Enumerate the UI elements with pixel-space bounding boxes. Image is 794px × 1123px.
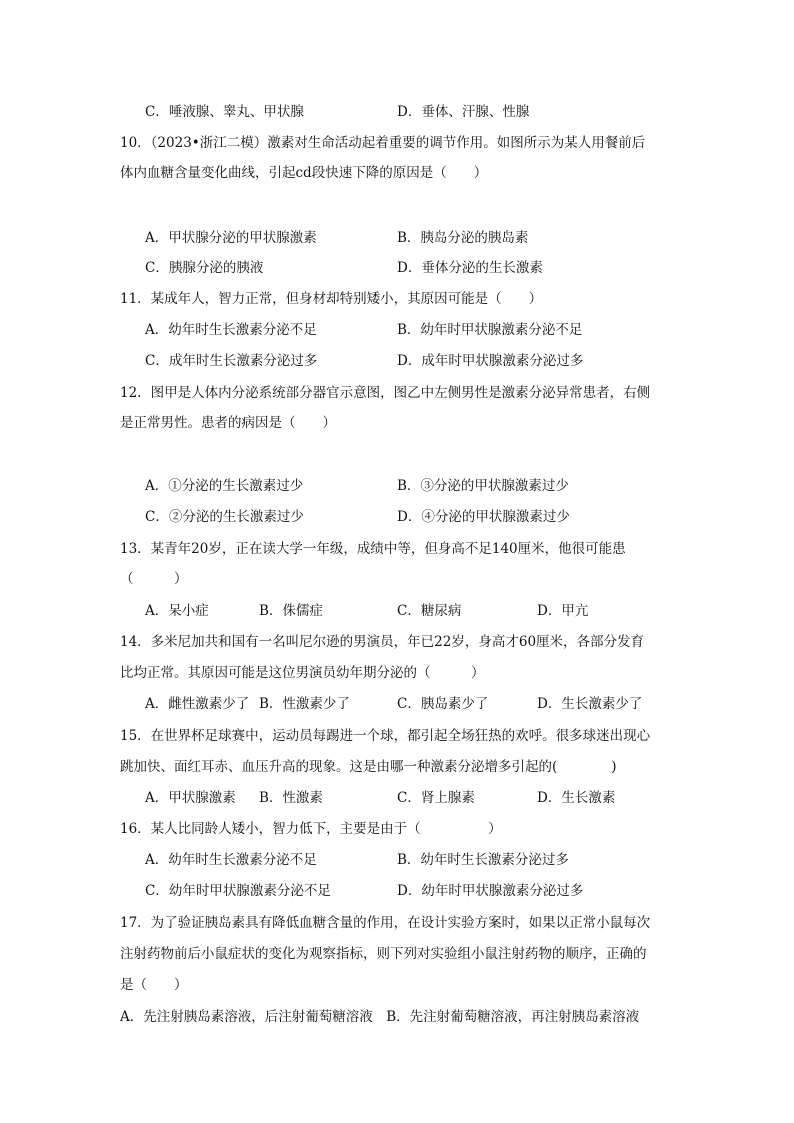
q10-stem-line1: 10．（2023•浙江二模）激素对生命活动起着重要的调节作用。如图所示为某人用餐前后 [120, 135, 646, 151]
q14-option-b: B．性激素少了 [259, 696, 350, 712]
q17-stem-line3: 是（ ） [120, 977, 188, 993]
q10-option-c: C．胰腺分泌的胰液 [145, 260, 264, 276]
q11-option-c: C．成年时生长激素分泌过多 [145, 353, 318, 369]
q15-option-a: A．甲状腺激素 [145, 790, 236, 806]
q10-stem-line2: 体内血糖含量变化曲线，引起cd段快速下降的原因是（ ） [120, 165, 488, 181]
q9-option-c: C．唾液腺、睾丸、甲状腺 [145, 104, 304, 120]
q16-option-c: C．幼年时甲状腺激素分泌不足 [145, 883, 331, 899]
q10-option-d: D．垂体分泌的生长激素 [397, 260, 543, 276]
q17-stem-line2: 注射药物前后小鼠症状的变化为观察指标，则下列对实验组小鼠注射药物的顺序，正确的 [120, 946, 647, 962]
q15-option-b: B．性激素 [259, 790, 323, 806]
q11-option-a: A．幼年时生长激素分泌不足 [145, 322, 317, 338]
q13-option-a: A．呆小症 [145, 603, 209, 619]
q16-stem: 16．某人比同龄人矮小，智力低下，主要是由于（ ） [120, 821, 502, 837]
q16-option-b: B．幼年时生长激素分泌过多 [397, 852, 569, 868]
q15-stem-line2: 跳加快、面红耳赤、血压升高的现象。这是由哪一种激素分泌增多引起的( ) [120, 759, 617, 775]
q13-option-b: B．侏儒症 [259, 603, 323, 619]
q12-option-b: B．③分泌的甲状腺激素过少 [397, 478, 569, 494]
q13-stem-line1: 13．某青年20岁，正在读大学一年级，成绩中等，但身高不足140厘米，他很可能患 [120, 541, 626, 557]
q13-stem-line2: （ ） [120, 571, 188, 587]
q14-stem-line2: 比均正常。其原因可能是这位男演员幼年期分泌的（ ） [120, 665, 485, 681]
q10-option-a: A．甲状腺分泌的甲状腺激素 [145, 230, 317, 246]
q14-option-c: C．胰岛素少了 [397, 696, 489, 712]
q13-option-d: D．甲亢 [537, 603, 589, 619]
q9-option-d: D．垂体、汗腺、性腺 [397, 104, 530, 120]
q13-option-c: C．糖尿病 [397, 603, 462, 619]
q16-option-d: D．幼年时甲状腺激素分泌过多 [397, 883, 584, 899]
q14-option-a: A．雌性激素少了 [145, 696, 250, 712]
q12-option-a: A．①分泌的生长激素过少 [145, 478, 304, 494]
q11-option-b: B．幼年时甲状腺激素分泌不足 [397, 322, 583, 338]
q12-option-c: C．②分泌的生长激素过少 [145, 509, 304, 525]
q12-option-d: D．④分泌的甲状腺激素过少 [397, 509, 570, 525]
q15-option-d: D．生长激素 [537, 790, 616, 806]
q17-options-ab: A．先注射胰岛素溶液，后注射葡萄糖溶液 B．先注射葡萄糖溶液，再注射胰岛素溶液 [120, 1009, 640, 1025]
q12-stem-line2: 是正常男性。患者的病因是（ ） [120, 415, 336, 431]
q17-stem-line1: 17．为了验证胰岛素具有降低血糖含量的作用，在设计实验方案时，如果以正常小鼠每次 [120, 915, 651, 931]
q12-stem-line1: 12．图甲是人体内分泌系统部分器官示意图，图乙中左侧男性是激素分泌异常患者，右侧 [120, 385, 651, 401]
q14-stem-line1: 14．多米尼加共和国有一名叫尼尔逊的男演员，年已22岁，身高才60厘米，各部分发育 [120, 634, 645, 650]
q15-stem-line1: 15．在世界杯足球赛中，运动员每踢进一个球，都引起全场狂热的欢呼。很多球迷出现心 [120, 728, 651, 744]
q11-stem: 11．某成年人，智力正常，但身材却特别矮小，其原因可能是（ ） [120, 291, 543, 307]
q10-option-b: B．胰岛分泌的胰岛素 [397, 230, 529, 246]
q16-option-a: A．幼年时生长激素分泌不足 [145, 852, 317, 868]
q14-option-d: D．生长激素少了 [537, 696, 643, 712]
q15-option-c: C．肾上腺素 [397, 790, 475, 806]
q11-option-d: D．成年时甲状腺激素分泌过多 [397, 353, 584, 369]
